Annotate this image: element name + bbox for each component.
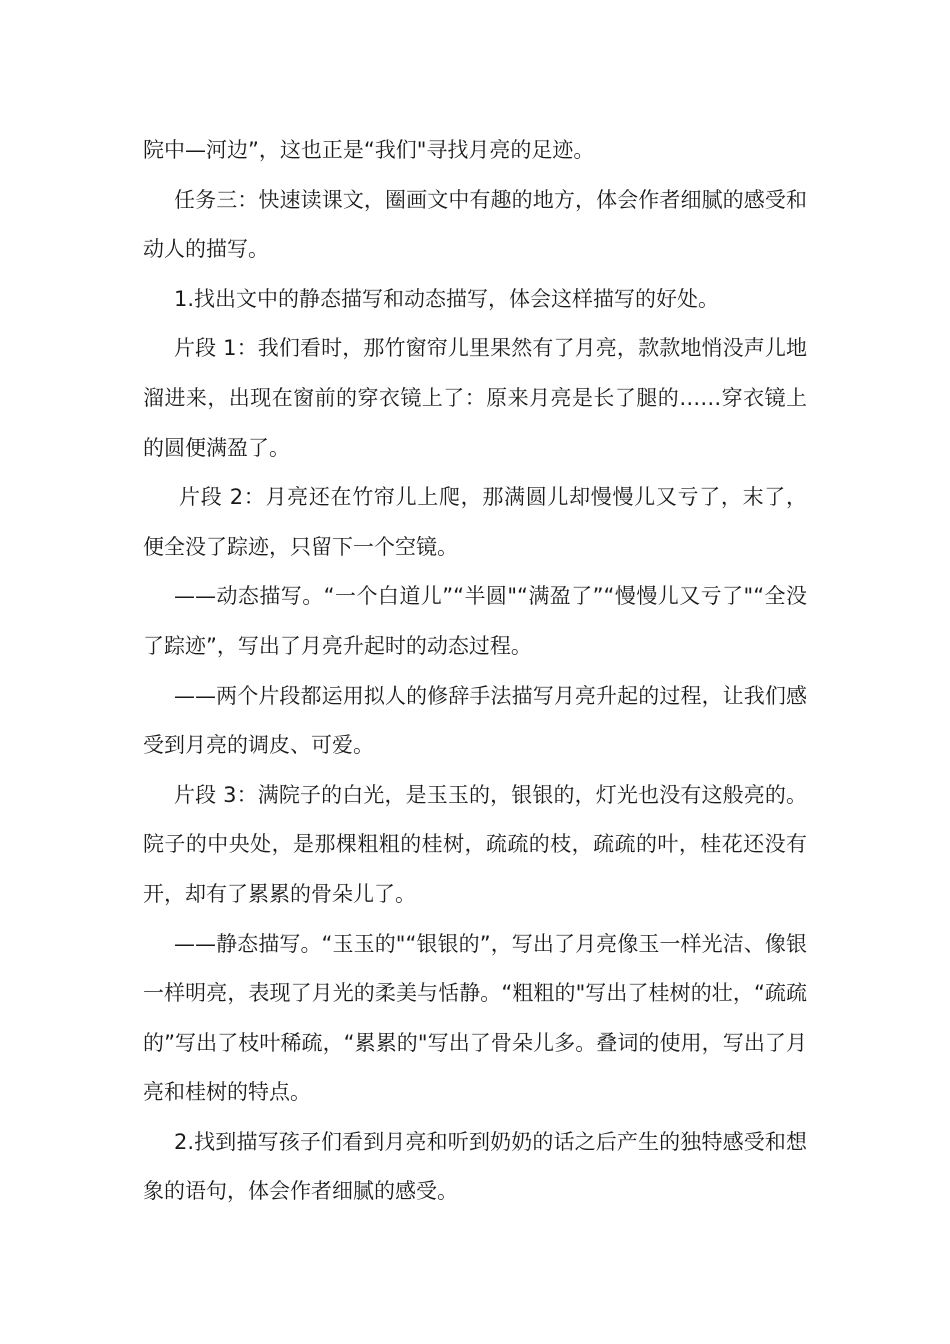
paragraph-9: ——静态描写。“玉玉的"“银银的”，写出了月亮像玉一样光洁、像银一样明亮，表现了月光的柔美与恬静。“粗粗的"写出了桂树的壮，“疏疏的”写出了枝叶稀疏，“累累的"写出了骨朵儿多。叠词的使用，写出了月亮和桂树的特点。 xyxy=(143,931,807,1105)
paragraph-4: 片段 1：我们看时，那竹窗帘儿里果然有了月亮，款款地悄没声儿地溜进来，出现在窗前的穿衣镜上了：原来月亮是长了腿的……穿衣镜上的圆便满盈了。 xyxy=(143,336,807,460)
paragraph-10: 2.找到描写孩子们看到月亮和听到奶奶的话之后产生的独特感受和想象的语句，体会作者细腻的感受。 xyxy=(143,1129,807,1204)
paragraph-8: 片段 3：满院子的白光，是玉玉的，银银的，灯光也没有这般亮的。院子的中央处，是那棵粗粗的桂树，疏疏的枝，疏疏的叶，桂花还没有开，却有了累累的骨朵儿了。 xyxy=(143,782,807,906)
document-body xyxy=(143,126,807,1217)
paragraph-3: 1.找出文中的静态描写和动态描写，体会这样描写的好处。 xyxy=(174,286,720,311)
paragraph-7: ——两个片段都运用拟人的修辞手法描写月亮升起的过程，让我们感受到月亮的调皮、可爱。 xyxy=(143,683,807,758)
paragraph-2: 任务三：快速读课文，圈画文中有趣的地方，体会作者细腻的感受和动人的描写。 xyxy=(143,187,807,262)
paragraph-1: 院中—河边”，这也正是“我们"寻找月亮的足迹。 xyxy=(143,138,595,162)
paragraph-5: 片段 2：月亮还在竹帘儿上爬，那满圆儿却慢慢儿又亏了，末了，便全没了踪迹，只留下一个空镜。 xyxy=(143,485,807,559)
paragraph-6: ——动态描写。“一个白道儿”“半圆"“满盈了”“慢慢儿又亏了"“全没了踪迹”，写出了月亮升起时的动态过程。 xyxy=(143,584,807,658)
